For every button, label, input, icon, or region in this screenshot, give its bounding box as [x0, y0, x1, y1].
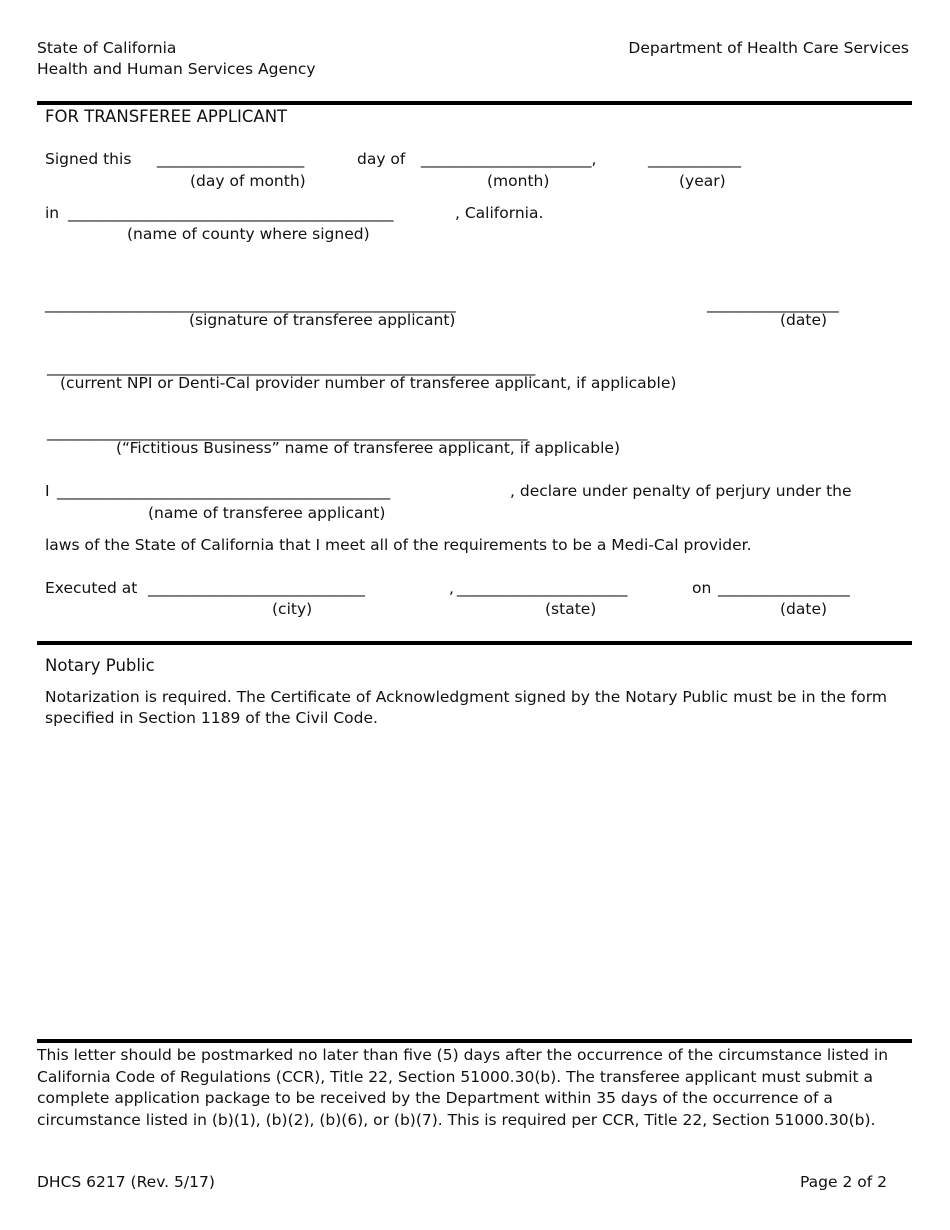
- page-number: Page 2 of 2: [800, 1173, 887, 1191]
- applicant-name-caption: (name of transferee applicant): [148, 504, 386, 522]
- signature-date-caption: (date): [780, 311, 828, 329]
- footer-notice: This letter should be postmarked no later than five (5) days after the occurrence of the circumstance listed in California Code of Regulations (CCR), Title 22, Section 51000.30(b). The transferee applicant must submit a complete application package to be received by the Department within 35 days of the occurrence of a circumstance listed in (b)(1), (b)(2), (b)(6), or (b)(7). This is required per CCR, Title 22, Section 51000.30(b).: [37, 1046, 889, 1129]
- declaration-i-label: I: [45, 482, 50, 500]
- state-blank[interactable]: ______________________: [457, 579, 628, 597]
- section-title-notary: Notary Public: [45, 656, 155, 675]
- applicant-name-blank[interactable]: ___________________________________________: [57, 482, 391, 500]
- in-label: in: [45, 204, 60, 222]
- fictitious-name-blank[interactable]: ______________________________________________________________: [47, 423, 528, 441]
- day-of-label: day of: [357, 150, 406, 168]
- county-caption: (name of county where signed): [127, 225, 370, 243]
- month-caption: (month): [487, 172, 550, 190]
- month-blank[interactable]: ______________________,: [421, 150, 597, 168]
- day-blank[interactable]: ___________________: [157, 150, 305, 168]
- section-divider-bottom: [37, 1039, 912, 1043]
- state-caption: (state): [545, 600, 597, 618]
- year-caption: (year): [679, 172, 726, 190]
- declaration-text: , declare under penalty of perjury under the: [510, 482, 852, 500]
- form-id: DHCS 6217 (Rev. 5/17): [37, 1173, 215, 1191]
- on-label: on: [692, 579, 712, 597]
- california-label: , California.: [455, 204, 544, 222]
- notary-text: Notarization is required. The Certificate of Acknowledgment signed by the Notary Public must be in the form specified in Section 1189 of the Civil Code.: [45, 688, 887, 727]
- city-blank[interactable]: ____________________________: [148, 579, 365, 597]
- declaration-continuation: laws of the State of California that I meet all of the requirements to be a Medi-Cal provider.: [45, 536, 752, 554]
- section-title-transferee: FOR TRANSFEREE APPLICANT: [45, 107, 288, 126]
- executed-comma: ,: [449, 579, 454, 597]
- county-blank[interactable]: __________________________________________: [68, 204, 394, 222]
- signed-this-label: Signed this: [45, 150, 132, 168]
- signature-caption: (signature of transferee applicant): [189, 311, 456, 329]
- signature-date-blank[interactable]: _________________: [707, 295, 839, 313]
- npi-blank[interactable]: _______________________________________________________________: [47, 358, 536, 376]
- npi-caption: (current NPI or Denti-Cal provider number of transferee applicant, if applicable): [60, 374, 677, 392]
- fictitious-name-caption: (“Fictitious Business” name of transferee applicant, if applicable): [116, 439, 621, 457]
- executed-date-caption: (date): [780, 600, 828, 618]
- city-caption: (city): [272, 600, 313, 618]
- state-name: State of California: [37, 39, 177, 57]
- executed-date-blank[interactable]: _________________: [718, 579, 850, 597]
- department-name: Department of Health Care Services: [628, 39, 909, 57]
- executed-at-label: Executed at: [45, 579, 138, 597]
- day-caption: (day of month): [190, 172, 306, 190]
- section-divider-middle: [37, 641, 912, 645]
- year-blank[interactable]: ____________: [648, 150, 741, 168]
- agency-name: Health and Human Services Agency: [37, 60, 316, 78]
- section-divider-top: [37, 101, 912, 105]
- signature-blank[interactable]: _____________________________________________________: [45, 295, 456, 313]
